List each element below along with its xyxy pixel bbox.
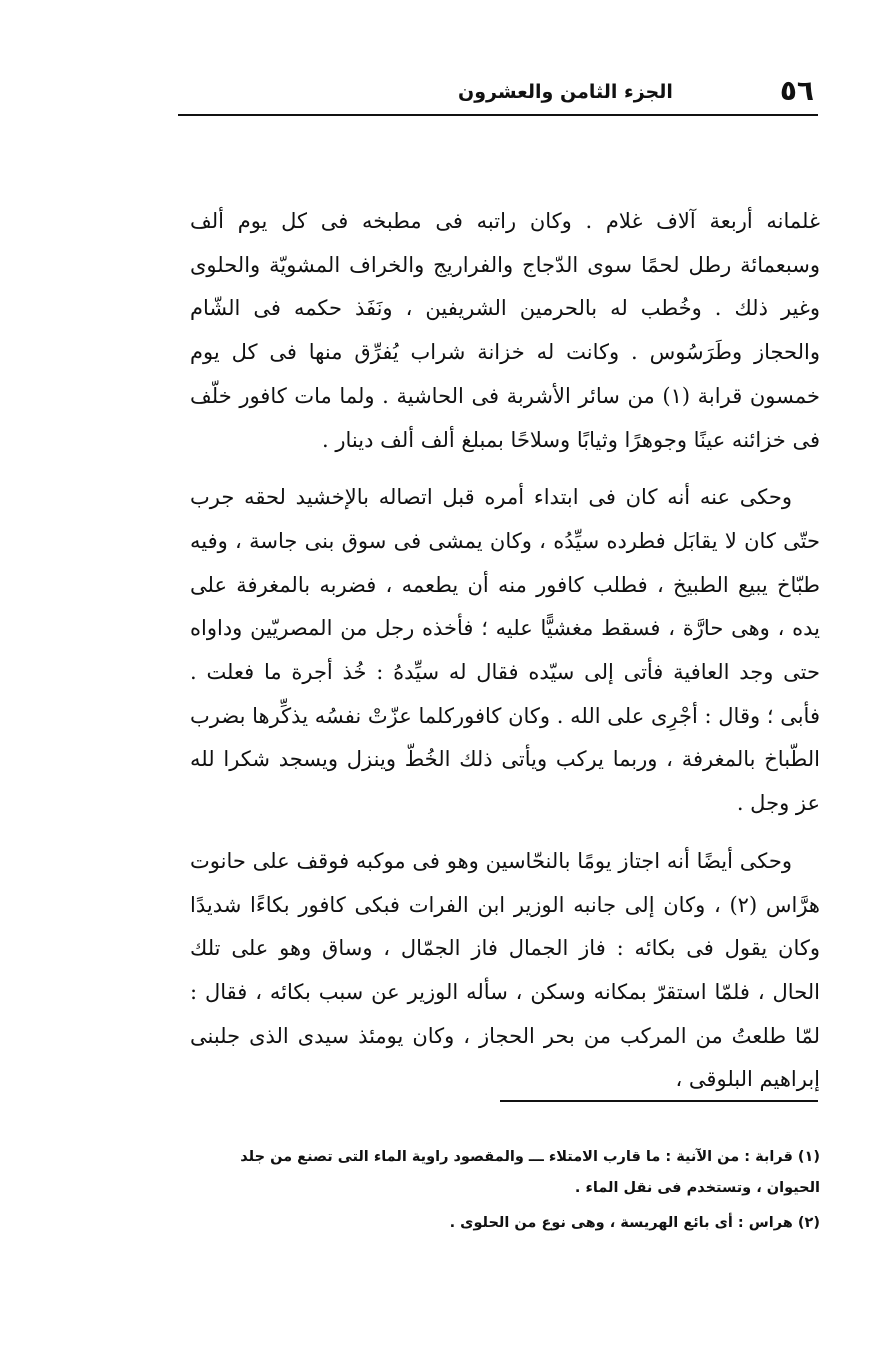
footnote: (٢) هراس : أى بائع الهريسة ، وهى نوع من الحلوى . bbox=[449, 1215, 820, 1231]
main-text bbox=[190, 200, 820, 1102]
paragraph: وحكى عنه أنه كان فى ابتداء أمره قبل اتصاله بالإخشيد لحقه جرب حتّى كان لا يقابَل فطرده سيِّدُه ، وكان يمشى فى سوق بنى جاسة ، وفيه طبّاخ يبيع الطبيخ ، فطلب كافور منه أن يطعمه ، فضربه بالمغرفة على يده ، وهى حارَّة ، فسقط مغشيًّا عليه ؛ فأخذه رجل من المصريّين وداواه حتى وجد العافية فأتى إلى سيّده فقال له سيِّدهُ : خُذ أجرة ما فعلت . فأبى ؛ وقال : أجْرِى على الله . وكان كافوركلما عزّتْ نفسُه يذكِّرها بضرب الطّباخ بالمغرفة ، وربما يركب ويأتى ذلك الخُطّ وينزل ويسجد شكرا لله عز وجل . bbox=[190, 485, 820, 816]
page-number: ٥٦ bbox=[779, 74, 814, 107]
running-title: الجزء الثامن والعشرون bbox=[458, 81, 673, 103]
footnote-divider bbox=[500, 1100, 818, 1102]
footnote: (١) قرابة : من الآنية : ما قارب الامتلاء ـــ والمقصود راوية الماء التى تصنع من جلد الحيوان ، وتستخدم فى نقل الماء . bbox=[240, 1149, 820, 1196]
page-header bbox=[178, 68, 818, 116]
paragraph: غلمانه أربعة آلاف غلام . وكان راتبه فى مطبخه فى كل يوم ألف وسبعمائة رطل لحمًا سوى الدّجاج والفراريج والخراف المشويّة والحلوى وغير ذلك . وخُطب له بالحرمين الشريفين ، ونَفَذ حكمه فى الشّام والحجاز وطَرَسُوس . وكانت له خزانة شراب يُفرِّق منها فى كل يوم خمسون قرابة (١) من سائر الأشربة فى الحاشية . ولما مات كافور خلّف فى خزائنه عينًا وجوهرًا وثيابًا وسلاحًا بمبلغ ألف ألف دينار . bbox=[190, 209, 821, 452]
paragraph: وحكى أيضًا أنه اجتاز يومًا بالنحّاسين وهو فى موكبه فوقف على حانوت هرَّاس (٢) ، وكان إلى جانبه الوزير ابن الفرات فبكى كافور بكاءًا شديدًا وكان يقول فى بكائه : فاز الجمال فاز الجمّال ، وساق وهو على تلك الحال ، فلمّا استقرّ بمكانه وسكن ، سأله الوزير عن سبب بكائه ، فقال : لمّا طلعتُ من المركب من بحر الحجاز ، وكان يومئذ سيدى الذى جلبنى إبراهيم البلوقى ، bbox=[190, 848, 820, 1092]
footnotes bbox=[190, 1142, 820, 1239]
